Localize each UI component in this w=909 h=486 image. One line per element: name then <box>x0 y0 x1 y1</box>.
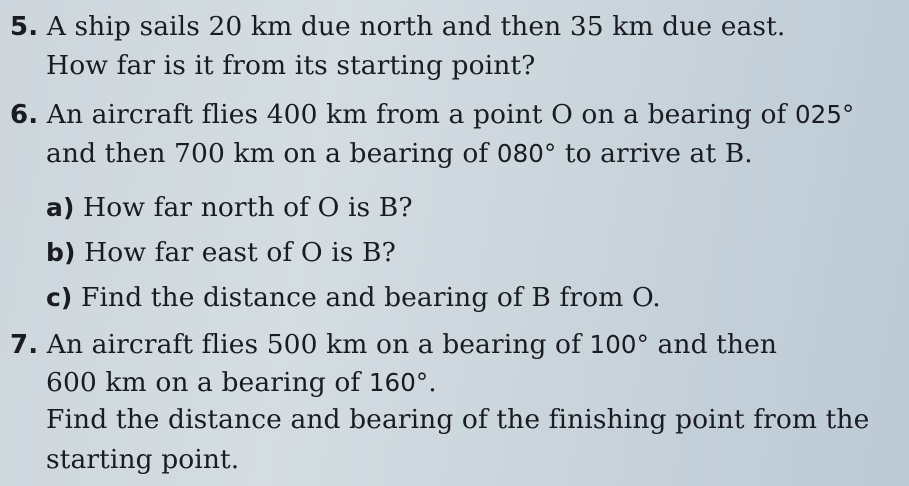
question-text: . <box>428 367 437 398</box>
question-number: 6. <box>10 100 39 130</box>
part-label: c) <box>46 283 73 312</box>
part-text: How far east of O is B? <box>84 237 396 268</box>
question-7-line-4 <box>46 444 240 475</box>
question-text: and then 700 km on a bearing of <box>46 138 489 169</box>
bearing-value: 100° <box>589 330 649 359</box>
question-6-line-2 <box>46 138 753 169</box>
question-6-part-a <box>46 192 413 223</box>
question-text: A ship sails 20 km due north and then 35 km due east. <box>46 11 786 42</box>
question-text: starting point. <box>46 444 240 475</box>
bearing-value: 160° <box>368 368 429 397</box>
question-number: 7. <box>10 330 39 360</box>
question-7-line-2 <box>46 367 437 398</box>
question-5-line-1 <box>10 11 786 42</box>
question-text: 600 km on a bearing of <box>46 367 361 398</box>
bearing-value: 080° <box>496 139 557 168</box>
question-text: Find the distance and bearing of the finishing point from the <box>46 404 870 435</box>
question-text: and then <box>657 329 778 360</box>
part-text: How far north of O is B? <box>83 192 413 223</box>
question-5-line-2 <box>46 50 536 81</box>
part-text: Find the distance and bearing of B from O. <box>80 282 661 313</box>
part-label: b) <box>46 238 76 267</box>
question-6-line-1 <box>10 99 855 130</box>
question-text: How far is it from its starting point? <box>46 50 536 81</box>
question-text: An aircraft flies 500 km on a bearing of <box>46 329 582 360</box>
question-6-part-b <box>46 237 396 268</box>
question-text: An aircraft flies 400 km from a point O on a bearing of <box>46 99 787 130</box>
question-number: 5. <box>10 12 39 42</box>
question-7-line-1 <box>10 329 778 360</box>
question-7-line-3 <box>46 404 870 435</box>
bearing-value: 025° <box>794 100 855 129</box>
question-6-part-c <box>46 282 661 313</box>
question-text: to arrive at B. <box>564 138 753 169</box>
part-label: a) <box>46 193 75 222</box>
